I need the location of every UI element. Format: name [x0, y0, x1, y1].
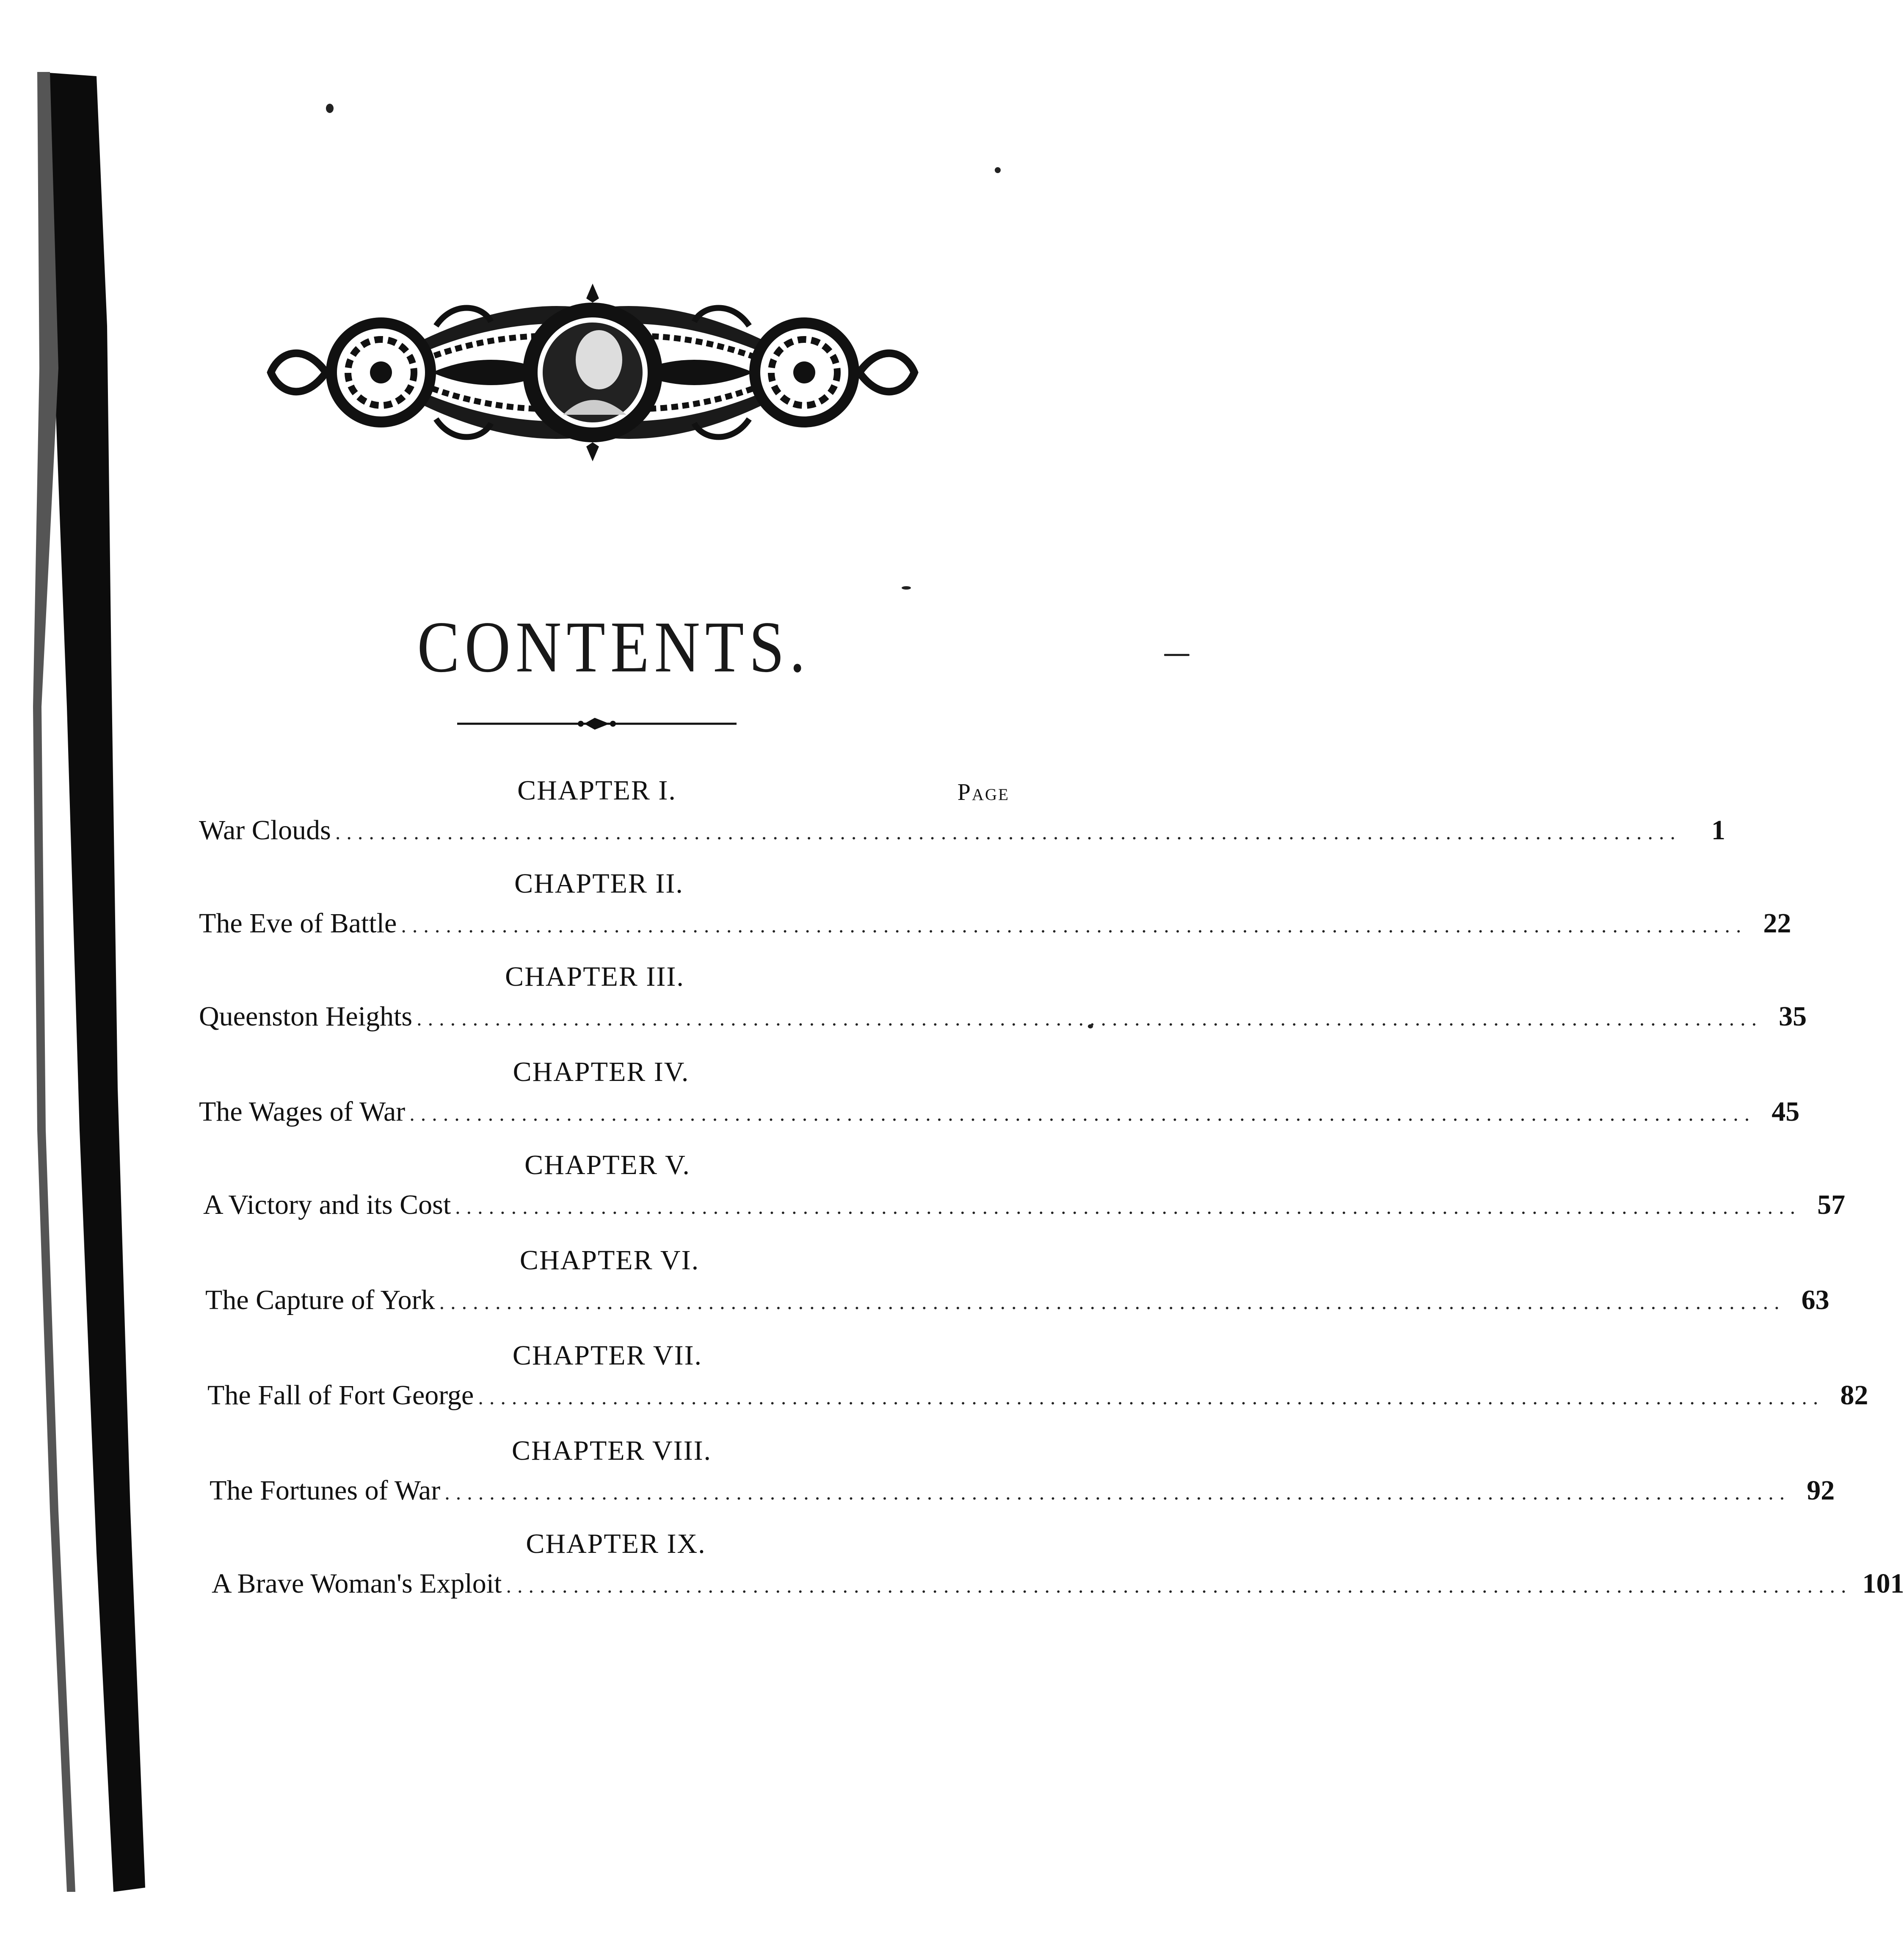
- chapter-title: The Fall of Fort George: [207, 1380, 474, 1411]
- dot-leader: ........................................................................................................................: [401, 913, 1747, 937]
- chapter-title: War Clouds: [199, 815, 331, 846]
- dot-leader: ........................................................................................................................: [506, 1574, 1852, 1597]
- toc-line: [199, 1096, 1800, 1128]
- chapter-heading: CHAPTER IV.: [513, 1056, 690, 1087]
- chapter-heading: CHAPTER III.: [505, 961, 684, 992]
- chapter-heading: CHAPTER IX.: [526, 1528, 706, 1559]
- toc-line: [207, 1379, 1868, 1411]
- chapter-heading: CHAPTER VI.: [519, 1245, 700, 1276]
- chapter-heading: CHAPTER V.: [524, 1150, 690, 1180]
- chapter-heading: CHAPTER VII.: [512, 1340, 703, 1371]
- dot-leader: ........................................................................................................................: [455, 1195, 1802, 1218]
- toc-entry: [205, 1244, 1829, 1316]
- toc-line: [210, 1475, 1835, 1507]
- chapter-title: The Capture of York: [205, 1285, 435, 1315]
- toc-entry: [203, 1149, 1846, 1221]
- chapter-title: The Eve of Battle: [199, 908, 397, 939]
- page-number: 57: [1817, 1189, 1846, 1220]
- chapter-title: The Fortunes of War: [210, 1475, 441, 1506]
- toc-line: [199, 1001, 1807, 1033]
- page-number: 101: [1862, 1568, 1904, 1599]
- headpiece-ornament: [254, 275, 931, 470]
- dot-leader: ........................................................................................................................: [478, 1385, 1824, 1409]
- toc-entry: [199, 961, 1807, 1033]
- page-number: 22: [1763, 908, 1791, 939]
- speck: [902, 586, 911, 590]
- page-number: 63: [1801, 1285, 1829, 1315]
- toc-line: [205, 1284, 1829, 1316]
- speck: [1164, 654, 1189, 656]
- page-column-heading: Page: [957, 779, 1010, 805]
- chapter-title: The Wages of War: [199, 1096, 406, 1127]
- page-number: 35: [1779, 1001, 1807, 1032]
- toc-entry: [207, 1340, 1868, 1411]
- toc-line: [199, 907, 1791, 940]
- speck: [995, 167, 1001, 173]
- toc-entry: [199, 775, 1725, 846]
- title-rule-ornament: [457, 715, 737, 732]
- page-number: 1: [1711, 815, 1725, 846]
- chapter-heading: CHAPTER II.: [514, 868, 684, 899]
- chapter-title: Queenston Heights: [199, 1001, 413, 1032]
- page-title: CONTENTS.: [417, 606, 811, 688]
- page-number: 45: [1772, 1096, 1800, 1127]
- dot-leader: ........................................................................................................................: [439, 1290, 1785, 1314]
- toc-entry: [199, 868, 1791, 940]
- binding-edge: [33, 72, 160, 1892]
- toc-line: [199, 814, 1725, 846]
- chapter-title: A Victory and its Cost: [203, 1189, 451, 1220]
- page-number: 92: [1807, 1475, 1835, 1506]
- toc-entry: [210, 1435, 1835, 1507]
- speck: [326, 104, 334, 113]
- toc-entry: [212, 1528, 1904, 1600]
- chapter-heading: CHAPTER VIII.: [511, 1435, 712, 1466]
- dot-leader: ........................................................................................................................: [409, 1102, 1756, 1125]
- dot-leader: ........................................................................................................................: [335, 820, 1681, 844]
- toc-line: [212, 1568, 1904, 1600]
- dot-leader: ........................................................................................................................: [444, 1480, 1791, 1504]
- page-number: 82: [1840, 1380, 1868, 1411]
- chapter-title: A Brave Woman's Exploit: [212, 1568, 502, 1599]
- toc-entry: [199, 1056, 1800, 1128]
- dot-leader: ........................................................................................................................: [417, 1006, 1763, 1030]
- chapter-heading: CHAPTER I.: [517, 775, 676, 806]
- toc-line: [203, 1189, 1846, 1221]
